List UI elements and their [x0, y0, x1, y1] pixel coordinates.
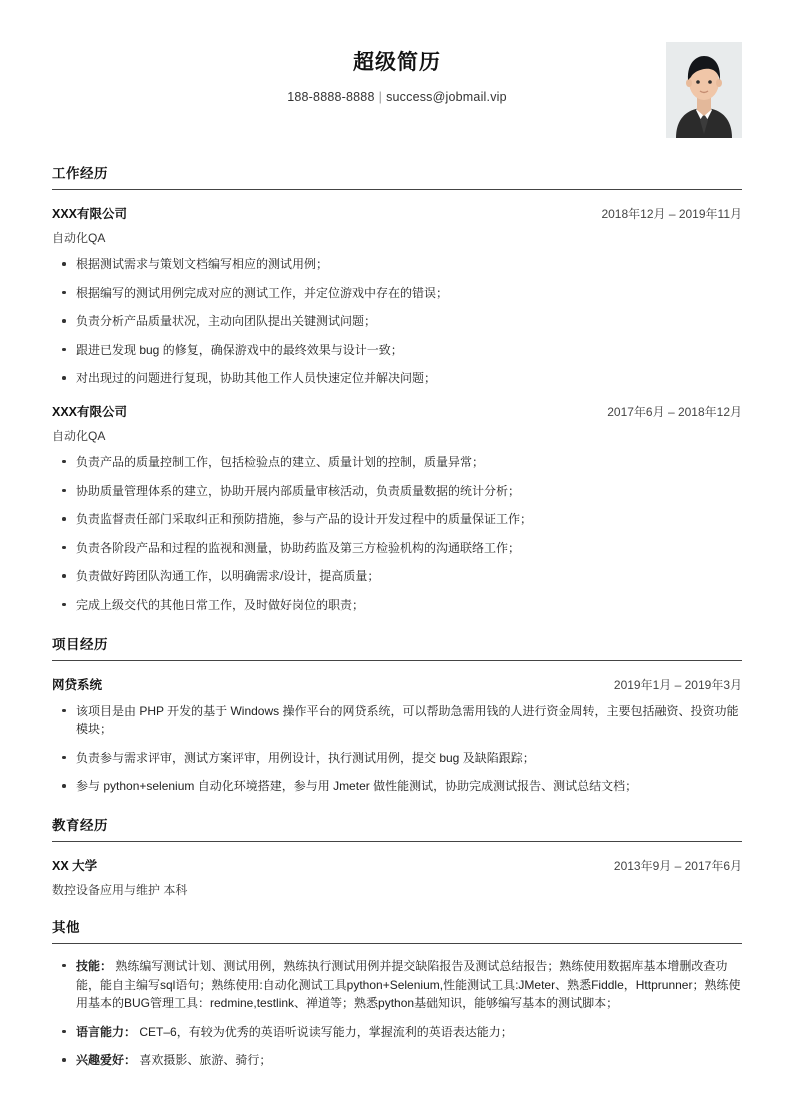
list-item: 负责各阶段产品和过程的监视和测量，协助药监及第三方检验机构的沟通联络工作； — [74, 539, 742, 558]
work-entry — [52, 204, 742, 388]
other-bullet-list — [52, 957, 742, 1070]
entry-company: XXX有限公司 — [52, 404, 128, 419]
list-item: 负责做好跨团队沟通工作，以明确需求/设计，提高质量； — [74, 567, 742, 586]
section-title: 其他 — [52, 916, 742, 944]
hobby-label: 兴趣爱好： — [76, 1053, 137, 1068]
entry-bullet-list — [52, 255, 742, 388]
entry-school: XX 大学 — [52, 858, 98, 873]
section-title: 工作经历 — [52, 162, 742, 190]
entry-date: 2017年6月 – 2018年12月 — [607, 404, 742, 419]
section-education — [52, 814, 742, 898]
entry-date: 2019年1月 – 2019年3月 — [613, 677, 742, 692]
avatar — [666, 42, 742, 138]
skill-text: 熟练编写测试计划、测试用例，熟练执行测试用例并提交缺陷报告及测试总结报告；熟练使用数据库基本增删改查功能，能自主编写sql语句；熟练使用:自动化测试工具python+Selenium,性能测试工具:JMeter、熟悉Fiddle，Httprunner；熟练使用基本的BUG管理工具：redmine,testlink、禅道等；熟悉python基础知识，能够编写基本的测试脚本； — [76, 958, 741, 1011]
entry-bullet-list — [52, 702, 742, 796]
entry-major: 数控设备应用与维护 本科 — [52, 882, 188, 897]
list-item — [74, 1051, 742, 1070]
education-entry — [52, 856, 742, 898]
contact-line — [52, 90, 742, 104]
contact-separator: | — [378, 90, 383, 104]
list-item — [74, 957, 742, 1013]
entry-header — [52, 856, 742, 874]
entry-project-name: 网贷系统 — [52, 677, 103, 692]
email-text: success@jobmail.vip — [386, 90, 507, 104]
project-entry — [52, 675, 742, 796]
list-item: 负责产品的质量控制工作，包括检验点的建立、质量计划的控制，质量异常； — [74, 453, 742, 472]
section-title: 教育经历 — [52, 814, 742, 842]
section-other — [52, 916, 742, 1070]
list-item: 参与 python+selenium 自动化环境搭建，参与用 Jmeter 做性能测试，协助完成测试报告、测试总结文档； — [74, 777, 742, 796]
entry-header — [52, 204, 742, 222]
work-entry — [52, 402, 742, 615]
language-label: 语言能力： — [76, 1024, 137, 1039]
list-item: 负责分析产品质量状况，主动向团队提出关键测试问题； — [74, 312, 742, 331]
list-item: 负责监督责任部门采取纠正和预防措施，参与产品的设计开发过程中的质量保证工作； — [74, 510, 742, 529]
entry-date: 2018年12月 – 2019年11月 — [601, 207, 742, 221]
list-item: 根据编写的测试用例完成对应的测试工作，并定位游戏中存在的错误； — [74, 284, 742, 303]
list-item: 完成上级交代的其他日常工作，及时做好岗位的职责； — [74, 596, 742, 615]
list-item: 负责参与需求评审，测试方案评审，用例设计，执行测试用例，提交 bug 及缺陷跟踪； — [74, 749, 742, 768]
resume-header — [52, 34, 742, 144]
skill-label: 技能： — [76, 958, 113, 973]
section-project-experience — [52, 633, 742, 796]
list-item: 跟进已发现 bug 的修复，确保游戏中的最终效果与设计一致； — [74, 341, 742, 360]
phone-text: 188-8888-8888 — [287, 90, 375, 104]
entry-date: 2013年9月 – 2017年6月 — [613, 858, 742, 873]
list-item — [74, 1023, 742, 1042]
entry-header — [52, 402, 742, 420]
section-work-experience — [52, 162, 742, 615]
entry-bullet-list — [52, 453, 742, 615]
header-center — [52, 34, 742, 104]
entry-role: 自动化QA — [52, 231, 106, 245]
list-item: 该项目是由 PHP 开发的基于 Windows 操作平台的网贷系统，可以帮助急需用钱的人进行资金周转，主要包括融资、投资功能模块； — [74, 702, 742, 739]
language-text: CET–6，有较为优秀的英语听说读写能力，掌握流利的英语表达能力； — [139, 1024, 513, 1039]
section-title: 项目经历 — [52, 633, 742, 661]
list-item: 对出现过的问题进行复现，协助其他工作人员快速定位并解决问题； — [74, 369, 742, 388]
list-item: 根据测试需求与策划文档编写相应的测试用例； — [74, 255, 742, 274]
page-title: 超级简历 — [353, 51, 441, 74]
hobby-text: 喜欢摄影、旅游、骑行； — [139, 1053, 272, 1068]
entry-role: 自动化QA — [52, 428, 106, 443]
entry-company: XXX有限公司 — [52, 207, 128, 221]
list-item: 协助质量管理体系的建立，协助开展内部质量审核活动，负责质量数据的统计分析； — [74, 482, 742, 501]
entry-header — [52, 675, 742, 693]
